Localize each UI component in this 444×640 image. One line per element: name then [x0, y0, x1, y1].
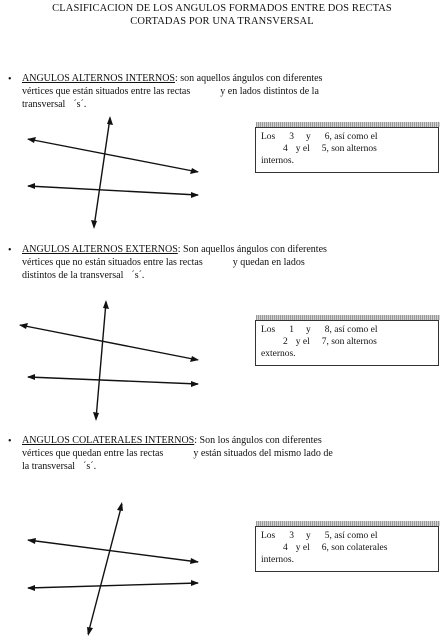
definition-text: distintos de la transversal [22, 270, 124, 281]
angle-number: 2 [283, 337, 288, 347]
angle-number: 4 [283, 543, 288, 553]
box-text: 7, son alternos [321, 337, 377, 347]
arrow-head [27, 538, 36, 544]
title-line-1: CLASIFICACION DE LOS ANGULOS FORMADOS ENTRE DOS RECTAS [52, 3, 392, 14]
definition-text: la transversal [22, 461, 76, 472]
arrow-head [87, 627, 93, 636]
angle-number: 1 [289, 325, 294, 335]
box-text: y el [295, 337, 310, 347]
line-r1 [28, 540, 198, 562]
box-text: 8, así como el [324, 325, 378, 335]
box-text: internos. [261, 156, 294, 166]
box-text: 5, así como el [324, 531, 378, 541]
line-transversal [88, 504, 122, 634]
bullet-icon: • [8, 436, 12, 447]
section-heading: ANGULOS ALTERNOS INTERNOS [22, 73, 175, 84]
box-text: Los [261, 132, 276, 142]
box-text: 5, son alternos [321, 144, 377, 154]
box-text: Los [261, 531, 276, 541]
box-text: y [306, 132, 311, 142]
definition-text: ´s´. [83, 461, 97, 472]
definition-text: vértices que están situados entre las rectas [22, 86, 191, 97]
angle-number: 3 [289, 531, 294, 541]
box-text: 6, así como el [324, 132, 378, 142]
definition-text: y en lados distintos de la [220, 86, 319, 97]
box-shadow [256, 521, 440, 526]
definition-text: ´s´. [131, 270, 145, 281]
explanation-box [255, 526, 439, 572]
box-text: externos. [261, 349, 296, 359]
section-heading: ANGULOS COLATERALES INTERNOS [22, 435, 195, 446]
line-r2 [28, 583, 198, 588]
box-text: y el [295, 543, 310, 553]
definition-text: vértices que quedan entre las rectas [22, 448, 164, 459]
definition-text: : Son los ángulos con diferentes [194, 435, 322, 446]
box-text: y el [295, 144, 310, 154]
box-text: internos. [261, 555, 294, 565]
definition-text: vértices que no están situados entre las rectas [22, 257, 203, 268]
box-text: y [306, 531, 311, 541]
angle-number: 3 [289, 132, 294, 142]
bullet-icon: • [8, 245, 12, 256]
box-text: 6, son colaterales [321, 543, 388, 553]
arrow-head [117, 502, 123, 511]
bullet-icon: • [8, 74, 12, 85]
definition-text: : son aquellos ángulos con diferentes [174, 73, 323, 84]
definition-text: ´s´. [73, 99, 87, 110]
box-text: y [306, 325, 311, 335]
definition-text: y quedan en lados [232, 257, 305, 268]
arrow-head [191, 580, 199, 586]
box-text: Los [261, 325, 276, 335]
arrow-head [190, 558, 199, 564]
definition-text: : Son aquellos ángulos con diferentes [177, 244, 327, 255]
section-heading: ANGULOS ALTERNOS EXTERNOS [22, 244, 178, 255]
definition-text: y están situados del mismo lado de [193, 448, 333, 459]
angle-number: 4 [283, 144, 288, 154]
definition-text: transversal [22, 99, 66, 110]
arrow-head [27, 585, 35, 591]
title-line-2: CORTADAS POR UNA TRANSVERSAL [130, 16, 314, 27]
